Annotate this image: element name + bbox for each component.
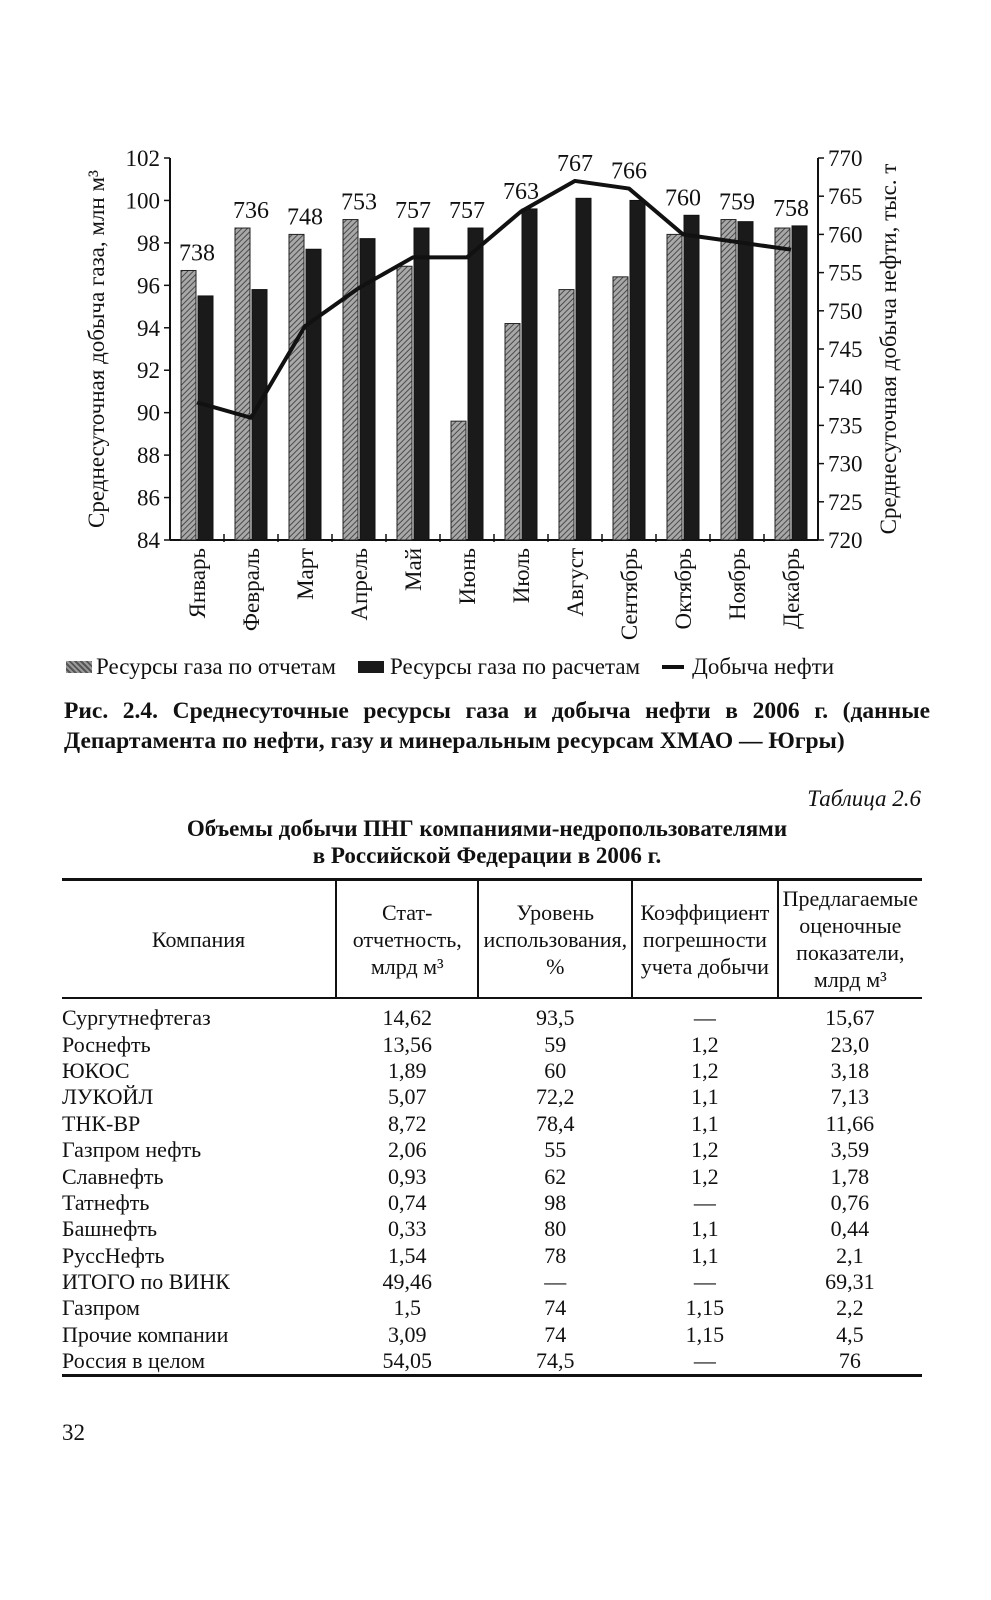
- table-cell-company: Славнефть: [62, 1163, 164, 1189]
- x-tick-label: Август: [563, 548, 588, 617]
- oil-value-label: 753: [341, 189, 377, 216]
- table-cell: 2,1: [836, 1242, 864, 1268]
- oil-value-label: 757: [395, 198, 431, 225]
- bar-gas-calculated: [684, 215, 699, 540]
- table-cell: 0,74: [387, 1189, 427, 1215]
- chart: [0, 0, 991, 650]
- y2-tick-label: 760: [828, 222, 863, 248]
- table-cell: 0,93: [387, 1163, 427, 1189]
- y-tick-label: 102: [125, 146, 160, 171]
- table-title-line: в Российской Федерации в 2006 г.: [312, 843, 662, 868]
- table-cell-company: Сургутнефтегаз: [62, 1005, 211, 1031]
- bar-gas-calculated: [414, 228, 429, 540]
- table-cell: —: [693, 1189, 716, 1215]
- table-cell: 78,4: [536, 1110, 575, 1136]
- table-cell-company: ЮКОС: [62, 1057, 130, 1083]
- table-cell: 2,2: [836, 1295, 864, 1321]
- table-cell: 80: [544, 1216, 567, 1242]
- legend-item-oil: [662, 654, 834, 680]
- y2-tick-label: 765: [828, 184, 863, 210]
- bar-gas-reports: [721, 220, 736, 540]
- y2-tick-label: 750: [828, 298, 863, 324]
- table-row: [62, 1322, 922, 1348]
- y-tick-label: 84: [137, 528, 160, 553]
- header-statistics: Стат-отчетность, млрд м³: [336, 880, 478, 999]
- table-cell: 1,2: [691, 1057, 719, 1083]
- table-cell: 11,66: [825, 1110, 875, 1136]
- table-cell: 2,06: [387, 1137, 427, 1163]
- bar-gas-calculated: [306, 249, 321, 540]
- chart-legend: [66, 654, 946, 680]
- table-cell: —: [544, 1269, 567, 1295]
- oil-value-label: 759: [719, 189, 755, 216]
- oil-value-label: 760: [665, 185, 701, 212]
- table-cell: 76: [778, 1348, 922, 1376]
- table-row: [62, 1163, 922, 1189]
- table-cell: 4,5: [836, 1321, 864, 1347]
- y-tick-label: 86: [137, 485, 160, 511]
- header-company: Компания: [62, 880, 336, 999]
- bar-gas-reports: [397, 266, 412, 540]
- table-cell: 78: [544, 1242, 567, 1268]
- legend-label: Добыча нефти: [692, 654, 835, 679]
- bar-gas-calculated: [468, 228, 483, 540]
- x-tick-label: Сентябрь: [617, 548, 642, 641]
- legend-swatch-dark: [358, 661, 384, 673]
- legend-label: Ресурсы газа по отчетам: [96, 654, 336, 679]
- legend-item-gas-reports: [66, 654, 336, 680]
- table-cell-company: РуссНефть: [62, 1242, 165, 1268]
- x-tick-label: Ноябрь: [725, 548, 750, 620]
- bar-gas-reports: [775, 228, 790, 540]
- y2-tick-label: 735: [828, 413, 863, 439]
- bar-gas-reports: [451, 421, 466, 540]
- y-tick-label: 98: [137, 230, 160, 256]
- y2-tick-label: 720: [828, 528, 863, 553]
- table-cell: 13,56: [382, 1031, 432, 1057]
- table-row: [62, 998, 922, 1031]
- oil-value-label: 736: [233, 198, 269, 225]
- oil-value-label: 767: [557, 150, 593, 177]
- table-cell: 1,2: [691, 1137, 719, 1163]
- table-row: [62, 1216, 922, 1242]
- bar-gas-calculated: [792, 226, 807, 540]
- bar-gas-reports: [181, 270, 196, 540]
- header-utilization: Уровень использования, %: [478, 880, 632, 999]
- table-cell: 55: [544, 1137, 567, 1163]
- table-row: [62, 1137, 922, 1163]
- table-cell: 98: [544, 1189, 567, 1215]
- x-tick-label: Март: [293, 548, 318, 600]
- table-cell: 1,54: [387, 1242, 427, 1268]
- x-tick-label: Декабрь: [779, 548, 804, 629]
- oil-value-label: 758: [773, 195, 809, 222]
- table-cell: 1,1: [691, 1216, 719, 1242]
- y2-tick-label: 730: [828, 451, 863, 477]
- table-cell-company: Башнефть: [62, 1216, 158, 1242]
- table-cell: 69,31: [825, 1269, 875, 1295]
- table-title-line: Объемы добычи ПНГ компаниями-недропользователями: [186, 816, 788, 841]
- y-axis-title: Среднесуточная добыча газа, млн м³: [84, 170, 109, 528]
- page-number: 32: [62, 1420, 85, 1445]
- oil-value-label: 757: [449, 198, 485, 225]
- table-cell-company: Россия в целом: [62, 1348, 336, 1376]
- table-cell: 23,0: [830, 1031, 870, 1057]
- table-cell: 72,2: [536, 1084, 575, 1110]
- x-tick-label: Июнь: [455, 548, 480, 605]
- table-cell-company: Прочие компании: [62, 1321, 229, 1347]
- table-cell: —: [693, 1005, 716, 1031]
- bar-gas-reports: [343, 220, 358, 540]
- table-cell: 15,67: [825, 1005, 875, 1031]
- y-tick-label: 90: [137, 400, 160, 426]
- x-tick-label: Апрель: [347, 548, 372, 621]
- table-cell-company: ИТОГО по ВИНК: [62, 1269, 230, 1295]
- bar-gas-reports: [289, 234, 304, 540]
- table-cell: 74: [544, 1321, 567, 1347]
- oil-value-label: 763: [503, 178, 539, 205]
- table-cell: 74,5: [478, 1348, 632, 1376]
- table-cell: 1,1: [691, 1242, 719, 1268]
- y2-tick-label: 725: [828, 489, 863, 515]
- oil-value-label: 748: [287, 204, 323, 231]
- y-tick-label: 88: [137, 443, 160, 469]
- table-cell: 1,15: [685, 1295, 725, 1321]
- table-cell: 1,15: [685, 1321, 725, 1347]
- table-cell: 0,33: [387, 1216, 427, 1242]
- bar-gas-calculated: [198, 296, 213, 540]
- table-body: [62, 998, 922, 1376]
- bar-gas-reports: [505, 324, 520, 540]
- legend-swatch-hatched: [66, 661, 92, 673]
- table-cell-company: Татнефть: [62, 1189, 150, 1215]
- x-tick-label: Октябрь: [671, 548, 696, 630]
- table-cell: 1,1: [691, 1110, 719, 1136]
- legend-label: Ресурсы газа по расчетам: [389, 654, 641, 679]
- table-cell: 8,72: [387, 1110, 427, 1136]
- table-title: [64, 815, 910, 869]
- x-tick-label: Январь: [185, 548, 210, 619]
- x-tick-label: Февраль: [239, 548, 264, 632]
- table-cell: 1,2: [691, 1031, 719, 1057]
- table-cell: 49,46: [382, 1269, 432, 1295]
- table-row: [62, 1295, 922, 1321]
- table-cell: —: [632, 1348, 778, 1376]
- y2-tick-label: 770: [828, 146, 863, 171]
- table-cell: 54,05: [336, 1348, 478, 1376]
- table-cell-company: Газпром: [62, 1295, 140, 1321]
- bar-gas-calculated: [522, 209, 537, 540]
- table-row: [62, 1058, 922, 1084]
- table-number: Таблица 2.6: [807, 786, 921, 811]
- table-cell: 3,18: [830, 1057, 870, 1083]
- y2-axis-title: Среднесуточная добыча нефти, тыс. т: [876, 163, 901, 535]
- bar-gas-reports: [235, 228, 250, 540]
- bar-gas-reports: [613, 277, 628, 540]
- table-cell: 3,59: [830, 1137, 870, 1163]
- legend-item-gas-calculated: [358, 654, 640, 680]
- table-cell: 1,2: [691, 1163, 719, 1189]
- header-estimate: Предлагаемые оценочные показатели, млрд м³: [778, 880, 922, 999]
- legend-swatch-line: [662, 665, 684, 669]
- bar-gas-reports: [667, 234, 682, 540]
- y2-tick-label: 740: [828, 375, 863, 401]
- table-cell-company: Роснефть: [62, 1031, 151, 1057]
- table-cell: 14,62: [382, 1005, 432, 1031]
- table-cell-company: Газпром нефть: [62, 1137, 202, 1163]
- table-cell: 1,78: [830, 1163, 870, 1189]
- table-cell-company: ТНК-ВР: [62, 1110, 141, 1136]
- oil-value-label: 738: [179, 240, 215, 267]
- data-table: [62, 878, 922, 1377]
- table-cell: 93,5: [536, 1005, 575, 1031]
- oil-value-label: 766: [611, 158, 647, 185]
- table-cell: 59: [544, 1031, 567, 1057]
- y-tick-label: 100: [125, 188, 160, 214]
- figure-caption: Рис. 2.4. Среднесуточные ресурсы газа и добыча нефти в 2006 г. (данные Департамента по нефти, газу и минеральным ресурсам ХМАО — Югры): [64, 698, 930, 754]
- table-cell: 62: [544, 1163, 567, 1189]
- bar-gas-calculated: [576, 198, 591, 540]
- x-tick-label: Июль: [509, 548, 534, 604]
- table-cell: 5,07: [387, 1084, 427, 1110]
- table-cell: 0,76: [830, 1189, 870, 1215]
- table-cell: 7,13: [830, 1084, 870, 1110]
- bar-gas-calculated: [630, 200, 645, 540]
- table-header-row: [62, 880, 922, 999]
- table-cell: 1,89: [387, 1057, 427, 1083]
- bar-gas-calculated: [738, 222, 753, 540]
- table-cell: 1,1: [691, 1084, 719, 1110]
- y2-tick-label: 745: [828, 337, 863, 362]
- table-row: [62, 1190, 922, 1216]
- table-cell: —: [693, 1269, 716, 1295]
- table-row: [62, 1084, 922, 1110]
- header-error-coefficient: Коэффициент погрешности учета добычи: [632, 880, 778, 999]
- x-tick-label: Май: [401, 548, 426, 591]
- table-cell: 74: [544, 1295, 567, 1321]
- table-cell-company: ЛУКОЙЛ: [62, 1084, 154, 1110]
- table-row: [62, 1111, 922, 1137]
- table-row: [62, 1348, 922, 1376]
- y-tick-label: 96: [137, 273, 160, 299]
- table-row: [62, 1243, 922, 1269]
- table-cell: 3,09: [387, 1321, 427, 1347]
- y2-tick-label: 755: [828, 260, 863, 286]
- y-tick-label: 92: [137, 358, 160, 384]
- y-tick-label: 94: [137, 315, 160, 341]
- table-cell: 60: [544, 1057, 567, 1083]
- table-cell: 0,44: [830, 1216, 870, 1242]
- bar-gas-reports: [559, 290, 574, 540]
- table-cell: 1,5: [393, 1295, 421, 1321]
- table-row: [62, 1269, 922, 1295]
- table-row: [62, 1031, 922, 1057]
